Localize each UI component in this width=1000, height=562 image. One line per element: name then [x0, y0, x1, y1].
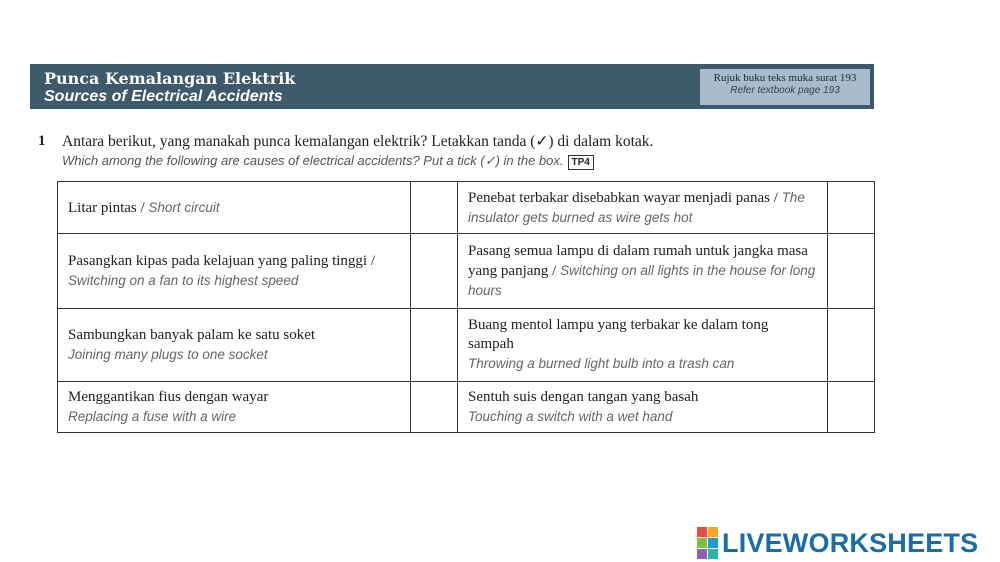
option-text-malay: Pasangkan kipas pada kelajuan yang paling tinggi / [68, 253, 376, 270]
option-cell [58, 381, 411, 432]
option-text-malay: Buang mentol lampu yang terbakar ke dalam tong sampah [468, 317, 769, 353]
level-badge: TP4 [568, 155, 594, 170]
table-row [58, 308, 875, 381]
reference-text-malay: Rujuk buku teks muka surat 193 [713, 72, 857, 84]
liveworksheets-logo [697, 527, 978, 559]
option-text-english: Short circuit [148, 199, 220, 215]
option-text-malay: Sentuh suis dengan tangan yang basah [468, 388, 699, 405]
option-cell [458, 381, 828, 432]
logo-tiles-icon [697, 527, 718, 559]
tick-box[interactable] [411, 182, 458, 234]
option-cell [458, 182, 828, 234]
question-number: 1 [38, 133, 46, 149]
tick-box[interactable] [828, 234, 875, 308]
table-row [58, 381, 875, 432]
reference-text-english: Refer textbook page 193 [730, 85, 840, 96]
tick-box[interactable] [828, 182, 875, 234]
option-text-english: Replacing a fuse with a wire [68, 408, 237, 424]
tick-box[interactable] [411, 234, 458, 308]
option-text-english: Joining many plugs to one socket [68, 346, 268, 362]
option-text-malay: Sambungkan banyak palam ke satu soket [68, 326, 316, 343]
option-text-malay: Penebat terbakar disebabkan wayar menjadi panas / [468, 190, 782, 207]
tick-box[interactable] [828, 308, 875, 381]
option-text-malay: Pasang semua lampu di dalam rumah untuk jangka masa yang panjang / [468, 243, 808, 280]
section-header-banner [30, 64, 874, 109]
tick-box[interactable] [828, 381, 875, 432]
option-text-english: Switching on a fan to its highest speed [68, 273, 299, 289]
question-text-english: Which among the following are causes of electrical accidents? Put a tick (✓) in the box. TP4 [62, 153, 594, 170]
option-text-english: The insulator gets burned as wire gets hot [468, 190, 805, 226]
table-row [58, 182, 875, 234]
option-text-english: Switching on all lights in the house for long hours [468, 263, 816, 299]
textbook-reference-box [700, 69, 870, 105]
tick-box[interactable] [411, 381, 458, 432]
option-text-english: Throwing a burned light bulb into a trash can [468, 356, 735, 372]
table-row [58, 234, 875, 308]
answer-table [57, 181, 875, 433]
option-cell [458, 308, 828, 381]
logo-text: LIVEWORKSHEETS [722, 527, 979, 558]
section-title-english: Sources of Electrical Accidents [44, 88, 283, 105]
option-cell [58, 234, 411, 308]
option-text-malay: Menggantikan fius dengan wayar [68, 388, 269, 405]
tick-box[interactable] [411, 308, 458, 381]
option-cell [458, 234, 828, 308]
question-text-malay: Antara berikut, yang manakah punca kemalangan elektrik? Letakkan tanda (✓) di dalam kotak. [62, 133, 654, 150]
option-cell [58, 308, 411, 381]
option-text-english: Touching a switch with a wet hand [468, 408, 673, 424]
option-cell [58, 182, 411, 234]
option-text-malay: Litar pintas / [68, 199, 149, 216]
section-title-malay: Punca Kemalangan Elektrik [44, 69, 296, 88]
